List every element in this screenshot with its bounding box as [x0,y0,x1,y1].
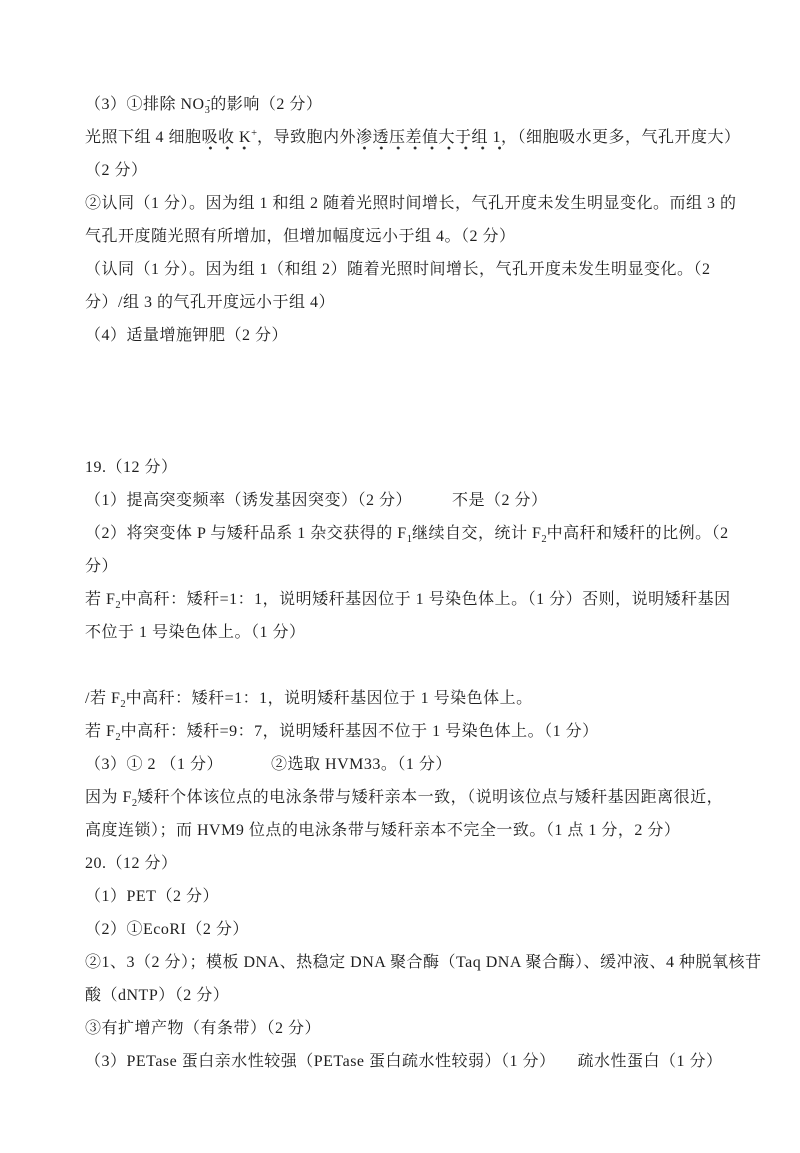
line-text: 不位于 1 号染色体上。（1 分） [85,624,306,641]
line-text: ②1、3（2 分）；模板 DNA、热稳定 DNA 聚合酶（Taq DNA 聚合酶）、缓冲液、4 种脱氧核苷 [85,954,762,971]
line-text: 疏水性蛋白（1 分） [577,1053,723,1070]
answer-line-q19-3 [85,748,730,781]
answer-line-q20-3 [85,1045,730,1078]
answer-line-q18-3-2-cont [85,220,730,253]
line-text: 20.（12 分） [85,855,178,872]
line-text: 高度连锁）；而 HVM9 位点的电泳条带与矮秆亲本不完全一致。（1 点 1 分，2 分） [85,822,681,839]
answer-line-q18-3-2-alt [85,253,730,286]
line-text: （1）提高突变频率（诱发基因突变）（2 分） [85,492,413,509]
answer-line-q19-2-alt2 [85,715,730,748]
line-text: （3）PETase 蛋白亲水性较强（PETase 蛋白疏水性较弱）（1 分） [85,1053,556,1070]
answer-line-q19-1 [85,484,730,517]
line-text: 光照下组 4 细胞 [85,129,202,146]
line-text: 矮秆个体该位点的电泳条带与矮秆亲本一致，（说明该位点与矮秆基因距离很近， [137,789,724,806]
answer-line-q18-3-2-alt-cont [85,286,730,319]
answer-line-q18-3-explain [85,121,741,154]
answer-line-score [85,154,730,187]
line-text: ②选取 HVM33。（1 分） [271,756,452,773]
line-text: 分） [85,558,119,575]
answer-line-q19-2-case1-cont [85,616,730,649]
line-text: 不是（2 分） [452,492,548,509]
line-text: （2 分） [85,162,148,179]
line-text: 吸收 K [201,129,252,146]
blank-block [85,352,730,451]
inline-gap [556,1065,578,1066]
emphasized-phrase: 渗透压差值大于组 1 [356,129,501,150]
line-text: ，（细胞吸水更多，气孔开度大） [501,129,741,146]
line-text: ，导致胞内外 [257,129,357,146]
line-text: 中高秆：矮秆=1：1，说明矮秆基因位于 1 号染色体上。 [125,690,533,707]
line-text: ③有扩增产物（有条带）（2 分） [85,1020,322,1037]
answer-line-q20-2-3 [85,1012,730,1045]
line-text: 若 F [85,723,116,740]
line-text: ②认同（1 分）。因为组 1 和组 2 随着光照时间增长，气孔开度未发生明显变化。而组 3 的 [85,195,737,212]
question-19-heading [85,451,730,484]
answer-line-q20-1 [85,880,730,913]
answer-line-q19-2-alt1 [85,682,730,715]
line-text: （认同（1 分）。因为组 1（和组 2）随着光照时间增长，气孔开度未发生明显变化。（2 [85,261,711,278]
generation-subscript: 2 [115,732,121,743]
answer-line-q19-3-reason-cont [85,814,730,847]
answer-line-q19-2 [85,517,730,550]
generation-subscript: 2 [120,699,126,710]
answer-line-q19-2-cont [85,550,730,583]
line-text: 因为 F [85,789,132,806]
answer-line-q20-2-2-cont [85,979,730,1012]
line-text: 19.（12 分） [85,459,178,476]
line-text: 分）/组 3 的气孔开度远小于组 4） [85,294,335,311]
chem-superscript: - [206,95,211,106]
inline-gap [412,504,452,505]
blank-line [85,649,730,682]
generation-subscript: 2 [131,798,138,809]
line-text: 酸（dNTP）（2 分） [85,987,230,1004]
line-text: 气孔开度随光照有所增加，但增加幅度远小于组 4。（2 分） [85,228,516,245]
line-text: （2）①EcoRI（2 分） [85,921,249,938]
line-text: （2）将突变体 P 与矮秆品系 1 杂交获得的 F [85,525,407,542]
generation-subscript: 2 [115,600,121,611]
answer-line-q20-2-1 [85,913,730,946]
line-text: （3）① 2 （1 分） [85,756,224,773]
answer-line-q18-3-1 [85,88,730,121]
answer-line-q18-3-2 [85,187,737,220]
line-text: 的影响（2 分） [210,96,323,113]
line-text: 中高秆和矮秆的比例。（2 [546,525,729,542]
line-text: 中高秆：矮秆=1：1，说明矮秆基因位于 1 号染色体上。（1 分）否则，说明矮秆基因 [120,591,731,608]
line-text: （1）PET（2 分） [85,888,219,905]
generation-subscript: 1 [406,534,412,545]
answer-line-q19-3-reason [85,781,730,814]
line-text: 中高秆：矮秆=9：7，说明矮秆基因不位于 1 号染色体上。（1 分） [120,723,599,740]
answer-line-q18-4 [85,319,730,352]
inline-gap [223,768,271,769]
chem-subscript: 3 [204,105,210,116]
answer-line-q19-2-case1 [85,583,730,616]
line-text: 若 F [85,591,116,608]
generation-subscript: 2 [541,534,547,545]
chem-superscript: + [251,128,257,139]
line-text: （3）①排除 NO [85,96,205,113]
answer-line-q20-2-2 [85,946,762,979]
emphasized-phrase [202,129,257,150]
line-text: 继续自交，统计 F [411,525,542,542]
line-text: /若 F [85,690,121,707]
line-text: （4）适量增施钾肥（2 分） [85,327,289,344]
question-20-heading [85,847,730,880]
